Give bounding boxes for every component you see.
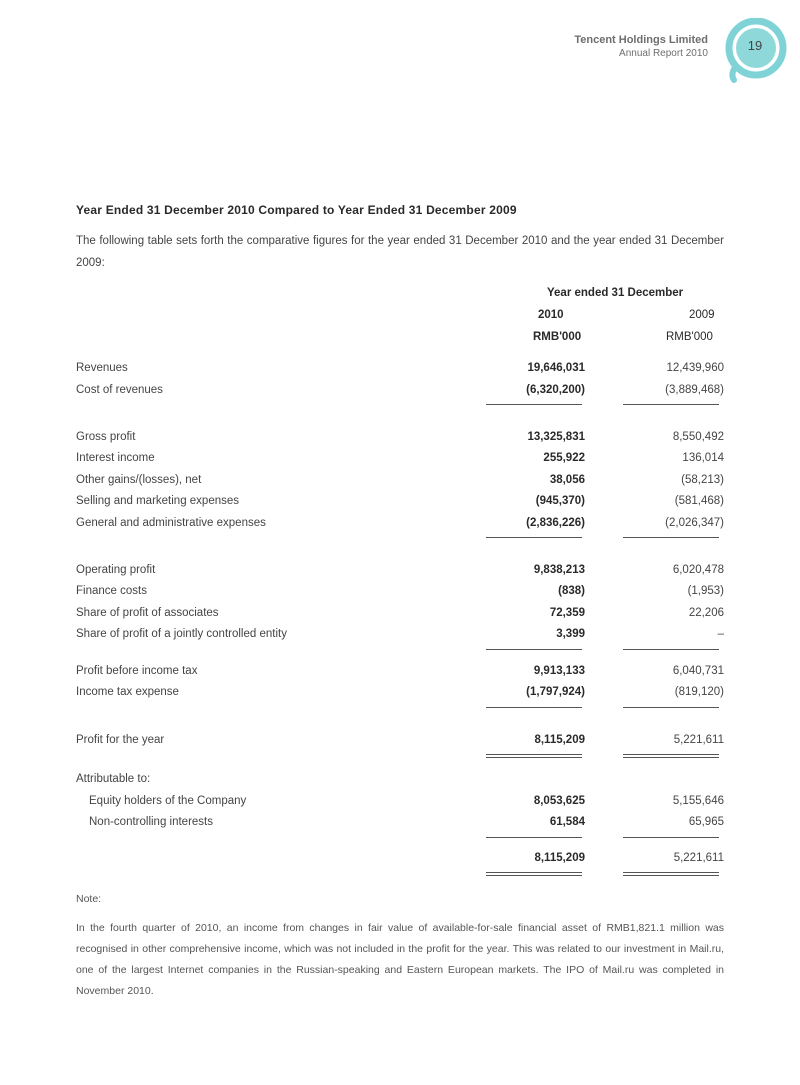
col-year-2010: 2010: [538, 309, 564, 321]
subtotal-rule: [623, 404, 719, 405]
row-label: Revenues: [76, 362, 128, 374]
row-label: Income tax expense: [76, 686, 179, 698]
row-label: Finance costs: [76, 585, 147, 597]
subtotal-rule: [623, 537, 719, 538]
row-label: Gross profit: [76, 431, 136, 443]
value-2010: (6,320,200): [526, 384, 585, 396]
intro-paragraph: The following table sets forth the comparative figures for the year ended 31 December 2010 and the year ended 31 December 2009:: [76, 235, 724, 269]
value-2009: 22,206: [688, 607, 724, 619]
row-label: Profit for the year: [76, 734, 165, 746]
value-2010: 61,584: [549, 816, 585, 828]
value-2009: 8,550,492: [672, 431, 724, 443]
value-2009: (3,889,468): [665, 384, 724, 396]
row-label: Profit before income tax: [76, 665, 198, 677]
report-title: Annual Report 2010: [619, 48, 708, 59]
subtotal-rule: [486, 404, 582, 405]
table-row: [76, 734, 724, 750]
value-2010: 9,913,133: [533, 665, 585, 677]
table-row: [76, 474, 724, 490]
subtotal-rule: [623, 649, 719, 650]
value-2010: (945,370): [535, 495, 585, 507]
row-label: Share of profit of a jointly controlled entity: [76, 628, 287, 640]
table-row: [76, 585, 724, 601]
row-label: Equity holders of the Company: [89, 795, 247, 807]
table-row: [76, 495, 724, 511]
total-double-rule: [623, 757, 719, 758]
value-2010: 19,646,031: [527, 362, 585, 374]
table-row: [76, 362, 724, 378]
value-2010: 38,056: [549, 474, 585, 486]
note-label: Note:: [76, 893, 102, 905]
report-header: [574, 34, 708, 60]
table-row: [76, 452, 724, 468]
row-label: Interest income: [76, 452, 155, 464]
value-2009: (58,213): [681, 474, 724, 486]
value-2009: 136,014: [682, 452, 724, 464]
row-label: Share of profit of associates: [76, 607, 219, 619]
note-text: In the fourth quarter of 2010, an income from changes in fair value of available-for-sale financial asset of RMB1,821.1 million was recognised in other comprehensive income, which was not included in the profit for the year. This was related to our investment in Mail.ru, one of the largest Internet companies in the Russian-speaking and Eastern European markets. The IPO of Mail.ru was completed in November 2010.: [76, 922, 724, 997]
value-2009: (819,120): [674, 686, 724, 698]
subtotal-rule: [486, 707, 582, 708]
value-2010: 9,838,213: [533, 564, 585, 576]
section-title: Year Ended 31 December 2010 Compared to Year Ended 31 December 2009: [76, 203, 517, 217]
table-row: [76, 795, 724, 811]
value-2010: 255,922: [543, 452, 585, 464]
value-2010: 8,115,209: [534, 734, 585, 746]
value-2009: (1,953): [687, 585, 724, 597]
col-unit-2009: RMB'000: [666, 331, 713, 343]
value-2010: 13,325,831: [527, 431, 585, 443]
row-label: Non-controlling interests: [89, 816, 214, 828]
value-2009: –: [717, 628, 724, 640]
table-row: [76, 384, 724, 400]
table-row: [76, 686, 724, 702]
total-double-rule: [623, 872, 719, 873]
row-label: Attributable to:: [76, 773, 151, 785]
row-label: Cost of revenues: [76, 384, 163, 396]
total-double-rule: [486, 754, 582, 755]
table-row: [76, 564, 724, 580]
table-row: [76, 628, 724, 644]
table-row: [76, 773, 724, 789]
period-header: Year ended 31 December: [547, 287, 684, 299]
total-double-rule: [486, 757, 582, 758]
table-row: [76, 607, 724, 623]
value-2010: 3,399: [556, 628, 585, 640]
value-2009: (581,468): [674, 495, 724, 507]
table-row: [76, 517, 724, 533]
subtotal-rule: [486, 649, 582, 650]
total-double-rule: [623, 754, 719, 755]
value-2009: (2,026,347): [665, 517, 724, 529]
row-label: Operating profit: [76, 564, 156, 576]
table-row: [76, 431, 724, 447]
total-double-rule: [486, 875, 582, 876]
subtotal-rule: [623, 837, 719, 838]
value-2009: 6,040,731: [672, 665, 724, 677]
value-2009: 5,155,646: [672, 795, 724, 807]
table-row: [76, 852, 724, 868]
total-double-rule: [486, 872, 582, 873]
value-2010: (1,797,924): [526, 686, 585, 698]
value-2009: 5,221,611: [673, 734, 724, 746]
value-2010: 8,115,209: [534, 852, 585, 864]
value-2010: 8,053,625: [533, 795, 585, 807]
page-number-badge: [722, 18, 788, 84]
value-2010: 72,359: [549, 607, 585, 619]
row-label: Selling and marketing expenses: [76, 495, 240, 507]
value-2009: 6,020,478: [672, 564, 724, 576]
col-year-2009: 2009: [689, 309, 715, 321]
row-label: General and administrative expenses: [76, 517, 266, 529]
value-2009: 12,439,960: [666, 362, 724, 374]
value-2010: (838): [558, 585, 585, 597]
value-2010: (2,836,226): [526, 517, 585, 529]
value-2009: 5,221,611: [673, 852, 724, 864]
page-number: 19: [747, 38, 763, 53]
table-row: [76, 665, 724, 681]
subtotal-rule: [486, 537, 582, 538]
total-double-rule: [623, 875, 719, 876]
value-2009: 65,965: [688, 816, 724, 828]
table-row: [76, 816, 724, 832]
col-unit-2010: RMB'000: [533, 331, 582, 343]
subtotal-rule: [623, 707, 719, 708]
row-label: Other gains/(losses), net: [76, 474, 202, 486]
subtotal-rule: [486, 837, 582, 838]
company-name: Tencent Holdings Limited: [574, 34, 708, 46]
